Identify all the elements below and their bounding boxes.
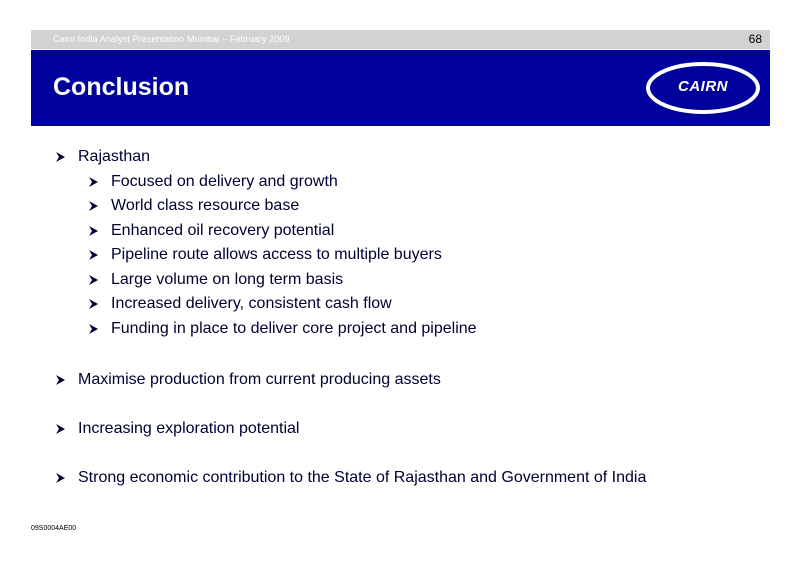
bullet-text: Large volume on long term basis <box>111 271 344 288</box>
title-band <box>31 50 770 126</box>
sub-bullet-item <box>88 246 442 264</box>
logo-wordmark: CAIRN <box>678 78 728 95</box>
arrow-bullet-icon <box>55 423 66 435</box>
bullet-text: Increasing exploration potential <box>78 420 300 437</box>
bullet-text: Rajasthan <box>78 148 151 165</box>
bullet-text: Funding in place to deliver core project and pipeline <box>111 320 477 337</box>
bullet-text: Strong economic contribution to the State of Rajasthan and Government of India <box>78 469 647 486</box>
bullet-text: World class resource base <box>111 197 300 214</box>
document-code: 09S0004AE00 <box>31 525 77 532</box>
bullet-text: Focused on delivery and growth <box>111 173 338 190</box>
arrow-bullet-icon <box>88 200 99 212</box>
sub-bullet-item <box>88 295 392 313</box>
arrow-bullet-icon <box>55 472 66 484</box>
bullet-item <box>55 371 441 389</box>
sub-bullet-item <box>88 271 343 289</box>
header-bar <box>31 30 770 49</box>
bullet-text: Increased delivery, consistent cash flow <box>111 295 392 312</box>
arrow-bullet-icon <box>88 176 99 188</box>
bullet-item <box>55 469 646 487</box>
arrow-bullet-icon <box>55 151 66 163</box>
sub-bullet-item <box>88 222 334 240</box>
arrow-bullet-icon <box>88 225 99 237</box>
arrow-bullet-icon <box>88 298 99 310</box>
page-number: 68 <box>748 32 762 46</box>
sub-bullet-item <box>88 173 338 191</box>
bullet-text: Enhanced oil recovery potential <box>111 222 335 239</box>
arrow-bullet-icon <box>88 249 99 261</box>
arrow-bullet-icon <box>88 323 99 335</box>
bullet-item <box>55 420 299 438</box>
cairn-logo <box>643 60 763 116</box>
arrow-bullet-icon <box>88 274 99 286</box>
sub-bullet-item <box>88 197 299 215</box>
arrow-bullet-icon <box>55 374 66 386</box>
slide-title: Conclusion <box>53 73 190 101</box>
presentation-subtitle: Cairn India Analyst Presentation Mumbai – February 2009 <box>53 34 290 44</box>
bullet-text: Maximise production from current producing assets <box>78 371 441 388</box>
sub-bullet-item <box>88 320 477 338</box>
bullet-text: Pipeline route allows access to multiple buyers <box>111 246 442 263</box>
bullet-item <box>55 148 150 166</box>
